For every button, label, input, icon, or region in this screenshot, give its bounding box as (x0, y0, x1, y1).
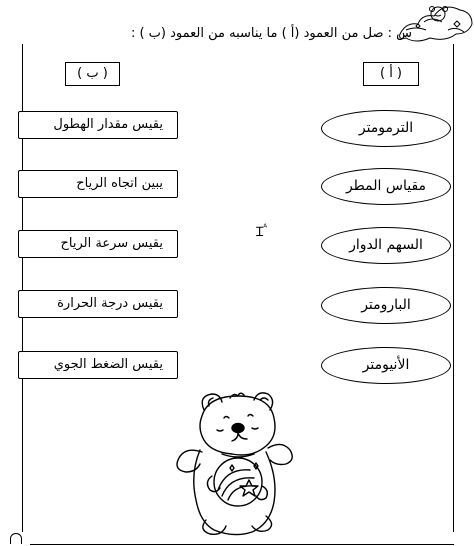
column-a-item: الأنيومتر (321, 347, 451, 384)
column-b-item: يقيس الضغط الجوي (18, 351, 178, 379)
column-b-item: يبين اتجاه الرياح (18, 170, 178, 198)
cursor-mark: ᴬ (263, 223, 268, 234)
cursor-glyph: Ɪ (256, 225, 264, 240)
frame-right-rule (453, 44, 454, 532)
care-bear-rainbow-icon (172, 390, 302, 538)
column-a-item: السهم الدوار (321, 227, 451, 264)
column-a-header: ( أ ) (363, 62, 419, 86)
care-bear-sleeping-icon (394, 0, 474, 44)
question-text: س : صل من العمود (أ ) ما يناسبه من العمود (ب ) : (130, 26, 412, 41)
column-a-item: مقياس المطر (321, 168, 451, 205)
column-a-item: الترمومتر (321, 110, 451, 147)
column-a-item: البارومتر (321, 287, 451, 324)
column-b-item: يقيس درجة الحرارة (18, 290, 178, 318)
bottom-rule (30, 544, 454, 545)
column-b-item: يقيس سرعة الرياح (18, 230, 178, 258)
column-b-item: يقيس مقدار الهطول (18, 111, 178, 139)
column-b-header: ( ب ) (65, 62, 120, 86)
corner-mark (10, 533, 22, 544)
text-cursor-icon (256, 222, 267, 240)
